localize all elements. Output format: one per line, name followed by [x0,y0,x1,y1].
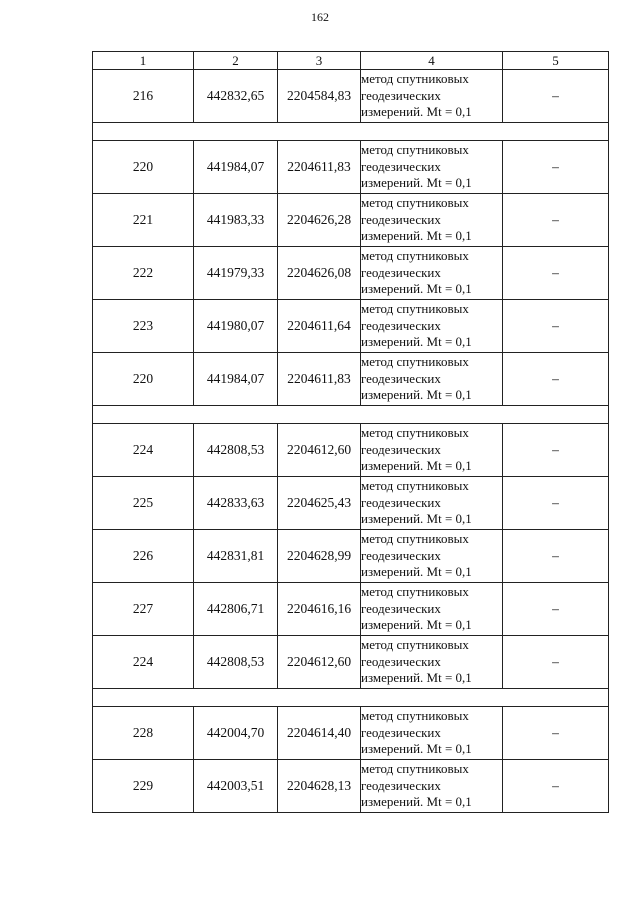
method-line: метод спутниковых [361,425,469,441]
x-coordinate-cell: 441980,07 [194,300,278,353]
method-cell [361,424,503,477]
method-cell [361,477,503,530]
method-cell [361,141,503,194]
x-coordinate-cell: 441984,07 [194,141,278,194]
x-coordinate-cell: 441984,07 [194,353,278,406]
method-line: метод спутниковых [361,761,469,777]
method-cell [361,194,503,247]
point-number-cell: 224 [93,424,194,477]
group-separator-row [93,689,609,707]
method-line: измерений. Mt = 0,1 [361,228,472,244]
y-coordinate-cell: 2204614,40 [278,707,361,760]
method-line: геодезических [361,653,441,669]
separator-cell [93,406,609,424]
method-line: геодезических [361,211,441,227]
table-row [93,424,609,477]
header-cell-2: 2 [194,52,278,70]
method-line: измерений. Mt = 0,1 [361,564,472,580]
method-line: метод спутниковых [361,637,469,653]
method-line: метод спутниковых [361,142,469,158]
x-coordinate-cell: 442808,53 [194,636,278,689]
x-coordinate-cell: 442003,51 [194,760,278,813]
point-number-cell: 227 [93,583,194,636]
y-coordinate-cell: 2204611,83 [278,353,361,406]
note-cell: – [503,530,609,583]
x-coordinate-cell: 441983,33 [194,194,278,247]
method-line: измерений. Mt = 0,1 [361,458,472,474]
note-cell: – [503,707,609,760]
y-coordinate-cell: 2204612,60 [278,636,361,689]
point-number-cell: 222 [93,247,194,300]
table-header-row [93,52,609,70]
y-coordinate-cell: 2204612,60 [278,424,361,477]
method-line: измерений. Mt = 0,1 [361,511,472,527]
method-line: метод спутниковых [361,195,469,211]
method-line: геодезических [361,317,441,333]
point-number-cell: 216 [93,70,194,123]
point-number-cell: 221 [93,194,194,247]
point-number-cell: 220 [93,353,194,406]
x-coordinate-cell: 442808,53 [194,424,278,477]
method-line: метод спутниковых [361,584,469,600]
note-cell: – [503,353,609,406]
group-separator-row [93,123,609,141]
y-coordinate-cell: 2204625,43 [278,477,361,530]
point-number-cell: 228 [93,707,194,760]
x-coordinate-cell: 442832,65 [194,70,278,123]
y-coordinate-cell: 2204584,83 [278,70,361,123]
method-line: измерений. Mt = 0,1 [361,617,472,633]
table-row [93,477,609,530]
method-line: геодезических [361,600,441,616]
method-line: геодезических [361,441,441,457]
note-cell: – [503,760,609,813]
table-row [93,353,609,406]
table-body [93,52,609,813]
method-line: измерений. Mt = 0,1 [361,334,472,350]
note-cell: – [503,70,609,123]
point-number-cell: 226 [93,530,194,583]
y-coordinate-cell: 2204626,08 [278,247,361,300]
method-line: измерений. Mt = 0,1 [361,281,472,297]
header-cell-3: 3 [278,52,361,70]
table-row [93,141,609,194]
method-line: измерений. Mt = 0,1 [361,387,472,403]
table-row [93,530,609,583]
method-cell [361,247,503,300]
method-line: метод спутниковых [361,248,469,264]
method-cell [361,70,503,123]
note-cell: – [503,194,609,247]
x-coordinate-cell: 442004,70 [194,707,278,760]
method-line: геодезических [361,158,441,174]
y-coordinate-cell: 2204616,16 [278,583,361,636]
header-cell-1: 1 [93,52,194,70]
table-row [93,707,609,760]
note-cell: – [503,247,609,300]
method-cell [361,636,503,689]
method-line: измерений. Mt = 0,1 [361,741,472,757]
method-line: геодезических [361,724,441,740]
y-coordinate-cell: 2204628,13 [278,760,361,813]
header-cell-4: 4 [361,52,503,70]
note-cell: – [503,424,609,477]
table-row [93,194,609,247]
x-coordinate-cell: 442833,63 [194,477,278,530]
y-coordinate-cell: 2204626,28 [278,194,361,247]
coordinates-table [92,51,609,813]
method-line: геодезических [361,370,441,386]
method-cell [361,760,503,813]
method-cell [361,353,503,406]
method-cell [361,707,503,760]
method-cell [361,300,503,353]
method-line: измерений. Mt = 0,1 [361,794,472,810]
method-line: метод спутниковых [361,531,469,547]
note-cell: – [503,477,609,530]
method-line: геодезических [361,777,441,793]
x-coordinate-cell: 441979,33 [194,247,278,300]
point-number-cell: 223 [93,300,194,353]
point-number-cell: 225 [93,477,194,530]
x-coordinate-cell: 442831,81 [194,530,278,583]
table-row [93,583,609,636]
method-line: метод спутниковых [361,478,469,494]
method-line: геодезических [361,494,441,510]
method-line: геодезических [361,547,441,563]
y-coordinate-cell: 2204611,83 [278,141,361,194]
note-cell: – [503,583,609,636]
table-row [93,247,609,300]
note-cell: – [503,300,609,353]
point-number-cell: 229 [93,760,194,813]
method-line: измерений. Mt = 0,1 [361,104,472,120]
method-cell [361,583,503,636]
method-line: метод спутниковых [361,71,469,87]
table-row [93,70,609,123]
method-line: метод спутниковых [361,708,469,724]
method-line: геодезических [361,264,441,280]
method-cell [361,530,503,583]
method-line: геодезических [361,87,441,103]
table-row [93,760,609,813]
table-row [93,300,609,353]
x-coordinate-cell: 442806,71 [194,583,278,636]
separator-cell [93,123,609,141]
table-row [93,636,609,689]
header-cell-5: 5 [503,52,609,70]
group-separator-row [93,406,609,424]
y-coordinate-cell: 2204628,99 [278,530,361,583]
method-line: измерений. Mt = 0,1 [361,175,472,191]
note-cell: – [503,141,609,194]
note-cell: – [503,636,609,689]
page-number: 162 [311,10,329,24]
point-number-cell: 220 [93,141,194,194]
method-line: измерений. Mt = 0,1 [361,670,472,686]
method-line: метод спутниковых [361,354,469,370]
point-number-cell: 224 [93,636,194,689]
method-line: метод спутниковых [361,301,469,317]
y-coordinate-cell: 2204611,64 [278,300,361,353]
separator-cell [93,689,609,707]
